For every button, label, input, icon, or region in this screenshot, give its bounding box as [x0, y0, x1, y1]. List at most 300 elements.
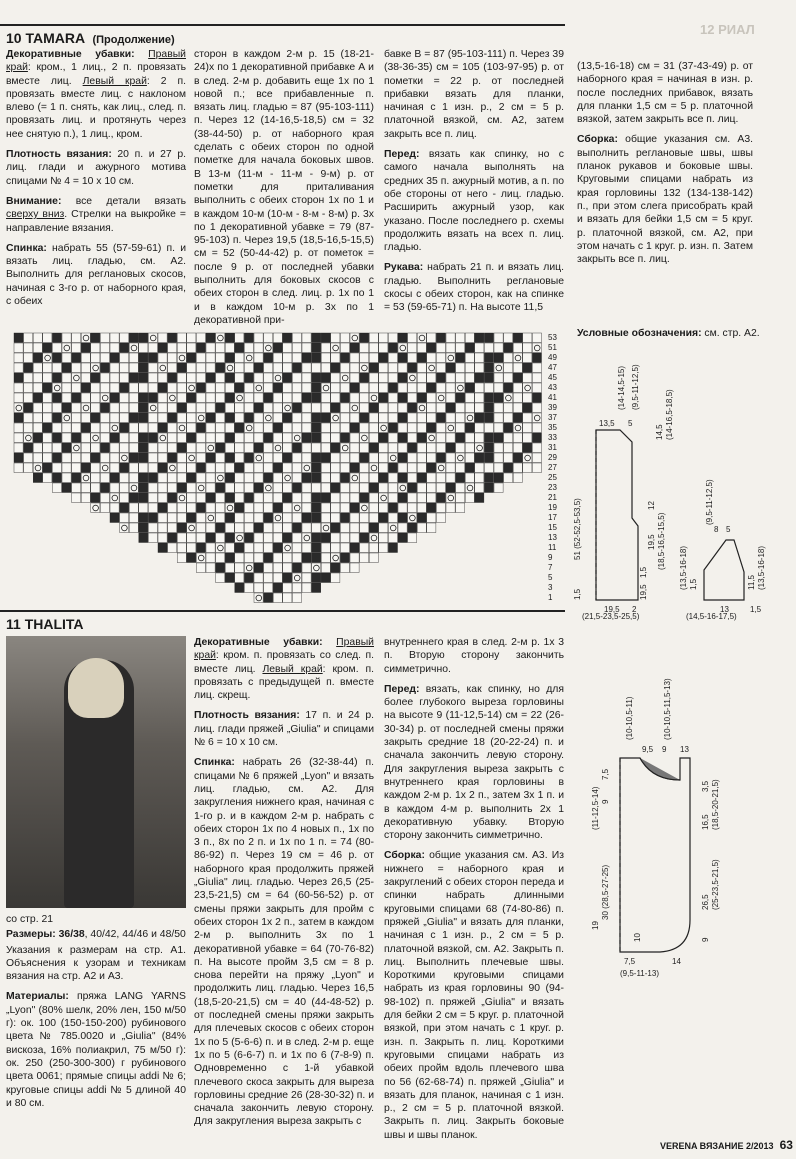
chart-cell: [379, 433, 388, 443]
chart-cell: [465, 383, 474, 393]
dim: (10-10,5-11,5-13): [663, 678, 672, 740]
chart-cell: [62, 443, 71, 453]
chart-cell: [33, 423, 42, 433]
chart-cell: [436, 343, 445, 353]
chart-cell: [168, 533, 177, 543]
chart-cell: [177, 513, 186, 523]
chart-cell: [456, 483, 465, 493]
chart-cell: [292, 553, 301, 563]
chart-cell: [350, 353, 359, 363]
chart-cell: [340, 503, 349, 513]
chart-cell: [398, 403, 407, 413]
chart-cell: [504, 343, 513, 353]
chart-cell: [331, 453, 340, 463]
chart-cell: [158, 403, 167, 413]
chart-cell: [398, 353, 407, 363]
chart-cell: [52, 463, 61, 473]
chart-cell: [120, 343, 129, 353]
chart-cell: [379, 453, 388, 463]
chart-cell: [532, 373, 541, 383]
chart-cell: [398, 363, 407, 373]
chart-cell: [168, 413, 177, 423]
chart-cell: [456, 473, 465, 483]
chart-cell: [532, 353, 541, 363]
chart-cell: [177, 383, 186, 393]
model-photo: [6, 636, 186, 908]
chart-cell: [100, 383, 109, 393]
chart-cell: [398, 533, 407, 543]
chart-cell: [302, 453, 311, 463]
chart-cell: [206, 563, 215, 573]
chart-cell: [408, 503, 417, 513]
chart-cell: [369, 403, 378, 413]
chart-cell: [398, 453, 407, 463]
chart-cell: [225, 443, 234, 453]
chart-cell: [350, 443, 359, 453]
chart-cell: [110, 503, 119, 513]
chart-cell: [273, 473, 282, 483]
chart-cell: [264, 533, 273, 543]
chart-cell: [408, 363, 417, 373]
chart-cell: [24, 333, 33, 343]
chart-cell: [331, 473, 340, 483]
chart-cell: [388, 373, 397, 383]
chart-cell: [350, 453, 359, 463]
chart-cell: [72, 403, 81, 413]
chart-cell: [216, 563, 225, 573]
chart-cell: [110, 353, 119, 363]
chart-cell: [436, 483, 445, 493]
chart-cell: [235, 583, 244, 593]
chart-cell: [254, 433, 263, 443]
chart-cell: [14, 413, 23, 423]
chart-cell: [475, 493, 484, 503]
chart-cell: [216, 403, 225, 413]
chart-cell: [43, 443, 52, 453]
chart-cell: [340, 343, 349, 353]
chart-cell: [100, 423, 109, 433]
chart-cell: [81, 343, 90, 353]
chart-cell: [475, 393, 484, 403]
chart-cell: [110, 433, 119, 443]
chart-cell: [72, 333, 81, 343]
chart-cell: [273, 503, 282, 513]
chart-cell: [52, 453, 61, 463]
chart-cell: [523, 463, 532, 473]
chart-cell: [225, 383, 234, 393]
chart-cell: [331, 403, 340, 413]
chart-cell: [206, 373, 215, 383]
chart-cell: [494, 433, 503, 443]
chart-cell: [43, 393, 52, 403]
chart-cell: [254, 573, 263, 583]
chart-cell: [465, 343, 474, 353]
chart-cell: [254, 503, 263, 513]
chart-cell: [504, 363, 513, 373]
dim: (13,5-16-18): [679, 545, 688, 590]
chart-cell: [465, 353, 474, 363]
chart-cell: [139, 333, 148, 343]
chart-cell: [187, 393, 196, 403]
chart-cell: [52, 403, 61, 413]
chart-cell: [504, 443, 513, 453]
chart-cell: [129, 403, 138, 413]
chart-cell: [81, 353, 90, 363]
chart-cell: [235, 543, 244, 553]
chart-cell: [369, 383, 378, 393]
dim: 13: [720, 605, 729, 614]
chart-cell: [187, 413, 196, 423]
chart-cell: [398, 493, 407, 503]
chart-cell: [302, 483, 311, 493]
chart-cell: [196, 363, 205, 373]
chart-cell: [264, 573, 273, 583]
chart-cell: [110, 393, 119, 403]
chart-cell: [484, 423, 493, 433]
chart-cell: [292, 363, 301, 373]
chart-cell: [14, 433, 23, 443]
chart-cell: [264, 593, 273, 603]
chart-cell: [340, 473, 349, 483]
row-number: 33: [548, 433, 557, 442]
chart-cell: [62, 393, 71, 403]
chart-cell: [408, 533, 417, 543]
chart-cell: [331, 503, 340, 513]
chart-cell: [408, 343, 417, 353]
chart-cell: [427, 413, 436, 423]
chart-cell: [254, 403, 263, 413]
chart-cell: [52, 483, 61, 493]
chart-cell: [388, 423, 397, 433]
chart-cell: [360, 463, 369, 473]
chart-cell: [62, 433, 71, 443]
chart-cell: [216, 353, 225, 363]
chart-cell: [379, 393, 388, 403]
chart-cell: [273, 393, 282, 403]
chart-cell: [331, 373, 340, 383]
chart-cell: [264, 403, 273, 413]
dim: (11-12,5-14): [591, 786, 600, 830]
chart-cell: [72, 423, 81, 433]
chart-cell: [264, 363, 273, 373]
chart-cell: [33, 443, 42, 453]
knitting-chart: [14, 333, 542, 603]
chart-cell: [72, 413, 81, 423]
chart-cell: [52, 353, 61, 363]
chart-cell: [379, 533, 388, 543]
chart-cell: [196, 513, 205, 523]
chart-cell: [62, 453, 71, 463]
chart-cell: [379, 463, 388, 473]
chart-cell: [235, 413, 244, 423]
chart-cell: [273, 363, 282, 373]
dim: 26,5: [701, 894, 710, 910]
chart-cell: [62, 383, 71, 393]
chart-cell: [283, 383, 292, 393]
chart-cell: [244, 383, 253, 393]
chart-cell: [33, 343, 42, 353]
chart-cell: [350, 433, 359, 443]
dim: (18,5-16,5-15,5): [657, 512, 666, 570]
chart-cell: [235, 463, 244, 473]
chart-cell: [340, 543, 349, 553]
chart-cell: [62, 463, 71, 473]
chart-cell: [273, 353, 282, 363]
chart-cell: [62, 363, 71, 373]
chart-cell: [408, 473, 417, 483]
chart-cell: [148, 423, 157, 433]
chart-cell: [331, 573, 340, 583]
chart-cell: [206, 493, 215, 503]
chart-cell: [158, 503, 167, 513]
row-number: 39: [548, 403, 557, 412]
chart-cell: [494, 403, 503, 413]
chart-cell: [494, 393, 503, 403]
chart-cell: [187, 543, 196, 553]
chart-cell: [120, 353, 129, 363]
chart-cell: [120, 373, 129, 383]
chart-cell: [283, 593, 292, 603]
chart-cell: [369, 523, 378, 533]
chart-cell: [91, 443, 100, 453]
chart-cell: [504, 433, 513, 443]
chart-cell: [475, 363, 484, 373]
chart-cell: [187, 483, 196, 493]
row-number: 35: [548, 423, 557, 432]
chart-cell: [110, 443, 119, 453]
chart-cell: [427, 483, 436, 493]
chart-cell: [14, 443, 23, 453]
chart-cell: [494, 383, 503, 393]
chart-cell: [129, 513, 138, 523]
chart-cell: [446, 343, 455, 353]
chart-cell: [273, 543, 282, 553]
chart-cell: [273, 533, 282, 543]
chart-cell: [72, 463, 81, 473]
chart-cell: [398, 413, 407, 423]
chart-cell: [244, 543, 253, 553]
chart-cell: [187, 423, 196, 433]
chart-cell: [72, 453, 81, 463]
chart-cell: [379, 483, 388, 493]
chart-cell: [177, 363, 186, 373]
chart-cell: [283, 343, 292, 353]
chart-cell: [91, 393, 100, 403]
chart-cell: [369, 363, 378, 373]
chart-cell: [436, 503, 445, 513]
row-number: 15: [548, 523, 557, 532]
chart-cell: [321, 413, 330, 423]
chart-cell: [350, 393, 359, 403]
chart-cell: [33, 363, 42, 373]
chart-cell: [235, 563, 244, 573]
dim: 5: [726, 525, 731, 534]
chart-cell: [417, 363, 426, 373]
chart-cell: [360, 393, 369, 403]
chart-cell: [196, 523, 205, 533]
chart-cell: [196, 433, 205, 443]
chart-cell: [369, 353, 378, 363]
row-number: 49: [548, 353, 557, 362]
chart-cell: [340, 433, 349, 443]
chart-cell: [283, 363, 292, 373]
chart-cell: [292, 563, 301, 573]
chart-cell: [100, 373, 109, 383]
chart-cell: [446, 393, 455, 403]
chart-cell: [216, 443, 225, 453]
chart-cell: [129, 523, 138, 533]
chart-cell: [177, 343, 186, 353]
chart-cell: [504, 463, 513, 473]
chart-cell: [292, 353, 301, 363]
chart-cell: [62, 353, 71, 363]
chart-cell: [148, 473, 157, 483]
chart-cell: [52, 393, 61, 403]
chart-cell: [148, 523, 157, 533]
chart-cell: [244, 373, 253, 383]
chart-cell: [196, 543, 205, 553]
text-column-3: бавке В = 87 (95-103-111) п. Через 39 (38-36-35) см = 105 (103-97-95) р. от пометки = 22 р. от последней прибавки вязать для планки, начиная с 1 изн. р., 2 см = 5 р. платочной вязкой, см. А2, затем закрыть все п. лиц. Перед: вязать как спинку, но с самого начала выполнять на средних 35 п. ажурный мотив, а п. по обе стороны от него - лиц. гладью. Расширить ажурный узор, как указано. После последнего р. схемы продолжить вязать на всех п. лиц. гладью. Рукава: набрать 21 п. и вязать лиц. гладью. Выполнить реглановые скосы с обеих сторон, как на спинке = 53 (59-65-71) п. На высоте 11,5: [384, 49, 564, 314]
chart-cell: [436, 373, 445, 383]
chart-cell: [417, 433, 426, 443]
chart-cell: [139, 353, 148, 363]
chart-cell: [379, 523, 388, 533]
chart-cell: [52, 363, 61, 373]
chart-cell: [436, 453, 445, 463]
chart-cell: [312, 453, 321, 463]
chart-cell: [33, 383, 42, 393]
neckline: [640, 758, 680, 780]
chart-cell: [302, 543, 311, 553]
chart-cell: [206, 533, 215, 543]
chart-cell: [110, 333, 119, 343]
chart-cell: [24, 403, 33, 413]
chart-cell: [33, 433, 42, 443]
chart-cell: [331, 333, 340, 343]
dim: 16,5: [701, 814, 710, 830]
chart-cell: [388, 463, 397, 473]
chart-cell: [331, 393, 340, 403]
chart-cell: [254, 563, 263, 573]
chart-cell: [177, 413, 186, 423]
chart-cell: [398, 423, 407, 433]
chart-cell: [456, 403, 465, 413]
chart-cell: [206, 523, 215, 533]
chart-cell: [350, 503, 359, 513]
chart-cell: [264, 453, 273, 463]
chart-cell: [254, 413, 263, 423]
chart-cell: [321, 423, 330, 433]
chart-cell: [81, 383, 90, 393]
chart-cell: [340, 523, 349, 533]
chart-cell: [235, 573, 244, 583]
section-header-thalita: [0, 610, 565, 632]
chart-cell: [244, 413, 253, 423]
chart-cell: [475, 373, 484, 383]
chart-cell: [244, 443, 253, 453]
chart-cell: [302, 333, 311, 343]
chart-cell: [532, 363, 541, 373]
chart-cell: [264, 333, 273, 343]
dim: 2: [632, 605, 637, 614]
chart-cell: [283, 573, 292, 583]
chart-cell: [523, 343, 532, 353]
chart-cell: [360, 513, 369, 523]
chart-cell: [484, 413, 493, 423]
chart-cell: [417, 453, 426, 463]
dim: 11,5: [747, 575, 756, 590]
chart-cell: [129, 453, 138, 463]
chart-cell: [196, 463, 205, 473]
chart-cell: [81, 413, 90, 423]
chart-cell: [523, 403, 532, 413]
chart-cell: [350, 363, 359, 373]
chart-cell: [264, 543, 273, 553]
chart-cell: [273, 343, 282, 353]
chart-cell: [206, 363, 215, 373]
chart-cell: [321, 473, 330, 483]
chart-cell: [273, 403, 282, 413]
chart-cell: [187, 343, 196, 353]
chart-cell: [120, 433, 129, 443]
chart-cell: [312, 363, 321, 373]
chart-cell: [312, 503, 321, 513]
chart-cell: [475, 473, 484, 483]
chart-cell: [235, 373, 244, 383]
chart-cell: [168, 493, 177, 503]
chart-cell: [264, 493, 273, 503]
chart-cell: [436, 473, 445, 483]
chart-cell: [350, 563, 359, 573]
chart-cell: [532, 383, 541, 393]
chart-cell: [360, 543, 369, 553]
chart-cell: [465, 443, 474, 453]
chart-cell: [484, 363, 493, 373]
chart-cell: [120, 413, 129, 423]
chart-cell: [388, 493, 397, 503]
chart-cell: [33, 353, 42, 363]
chart-cell: [398, 433, 407, 443]
chart-cell: [331, 383, 340, 393]
chart-cell: [302, 473, 311, 483]
chart-cell: [369, 373, 378, 383]
chart-cell: [494, 373, 503, 383]
row-number: 45: [548, 373, 557, 382]
chart-cell: [312, 343, 321, 353]
chart-cell: [100, 353, 109, 363]
chart-cell: [350, 463, 359, 473]
chart-cell: [120, 483, 129, 493]
chart-cell: [216, 573, 225, 583]
chart-cell: [292, 453, 301, 463]
chart-cell: [369, 433, 378, 443]
chart-cell: [62, 333, 71, 343]
chart-cell: [206, 333, 215, 343]
chart-cell: [312, 533, 321, 543]
chart-cell: [369, 423, 378, 433]
chart-cell: [91, 413, 100, 423]
chart-cell: [139, 493, 148, 503]
chart-cell: [196, 383, 205, 393]
chart-cell: [436, 403, 445, 413]
legend-note: Условные обозначения: см. стр. А2.: [577, 328, 760, 339]
chart-cell: [388, 333, 397, 343]
chart-cell: [379, 343, 388, 353]
chart-cell: [225, 433, 234, 443]
chart-cell: [225, 483, 234, 493]
chart-cell: [283, 423, 292, 433]
dim: (10-10,5-11): [625, 696, 634, 740]
